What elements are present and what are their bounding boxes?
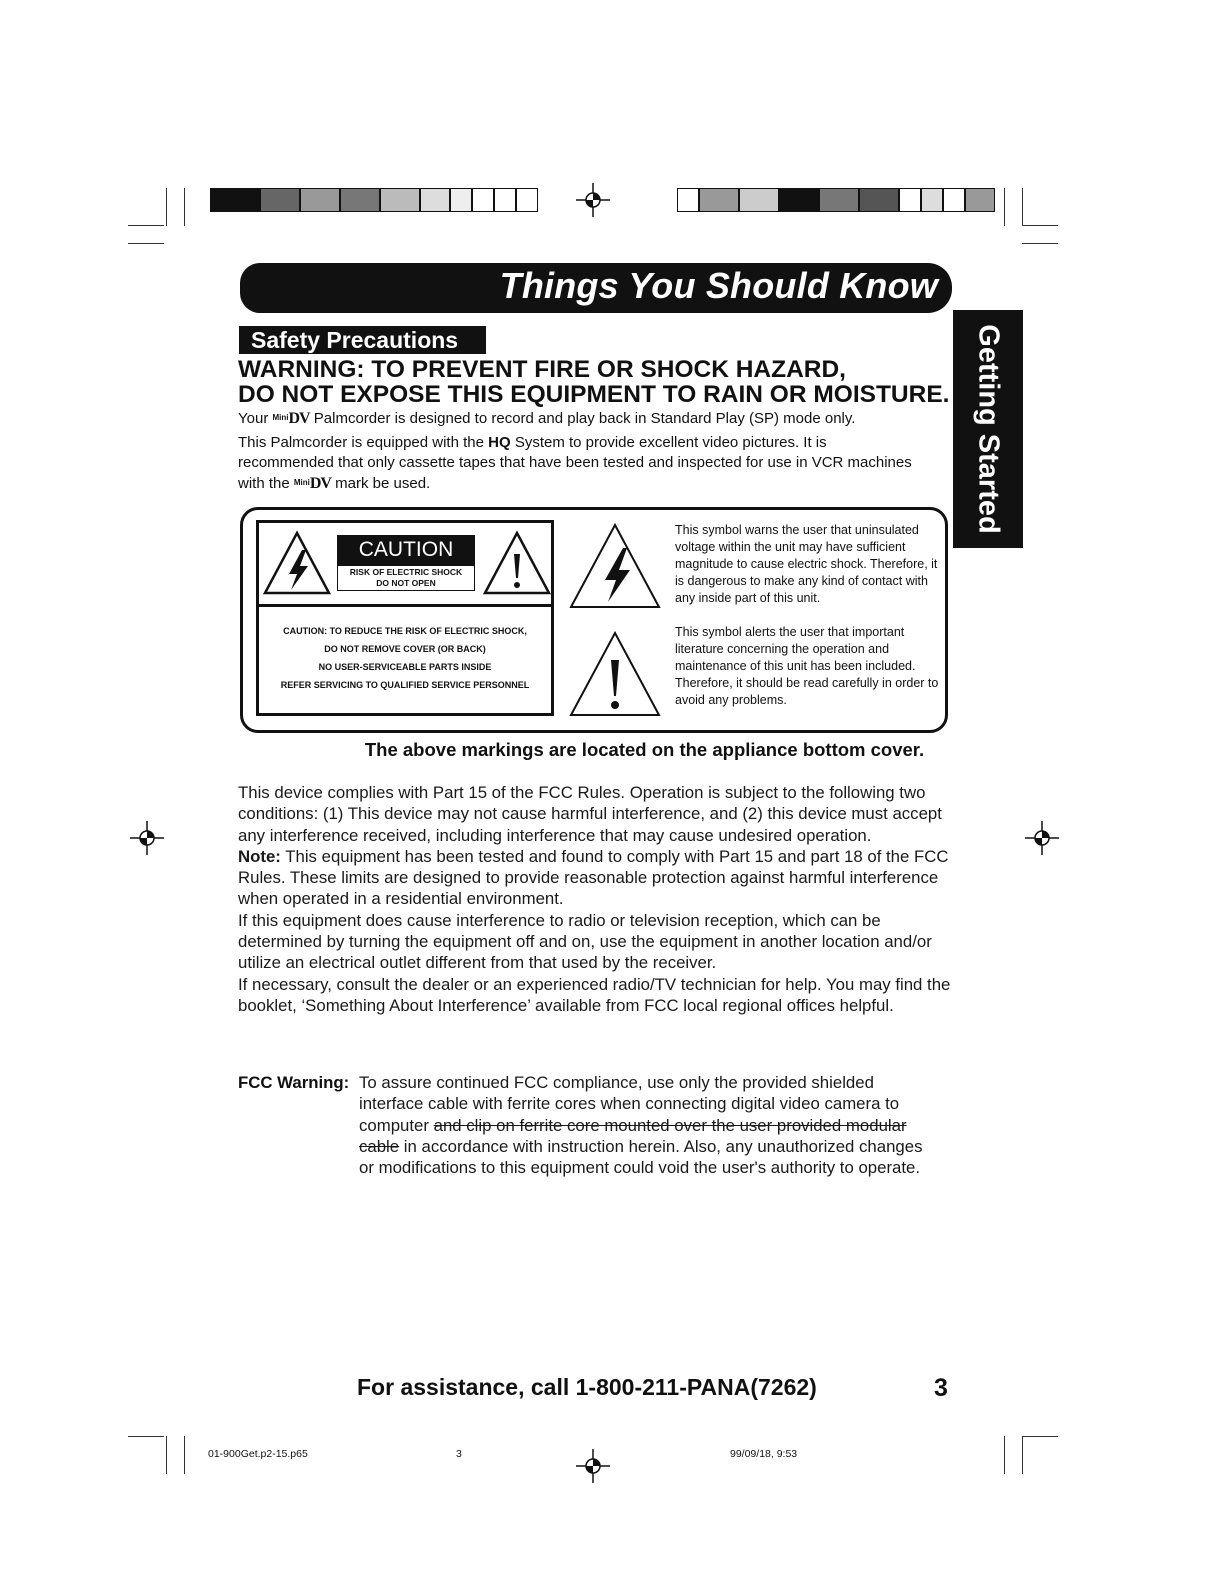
- registration-mark-icon: [130, 821, 164, 855]
- caution-instruction-line: DO NOT REMOVE COVER (OR BACK): [324, 644, 486, 654]
- exclamation-symbol-icon: [568, 630, 662, 718]
- risk-notice: RISK OF ELECTRIC SHOCK DO NOT OPEN: [337, 565, 475, 591]
- crop-mark: [1022, 225, 1058, 226]
- crop-mark: [128, 243, 164, 244]
- section-side-tab-label: Getting Started: [972, 324, 1005, 534]
- lightning-warning-icon: [262, 530, 332, 596]
- minidv-logo-dv: DV: [288, 410, 310, 427]
- exclamation-warning-icon: [482, 530, 552, 596]
- paragraph: This device complies with Part 15 of the FCC Rules. Operation is subject to the following two conditions: (1) This device may not cause harmful interference, and (2) this device must accept any interference received, including interference that may cause undesired operation.: [238, 783, 942, 845]
- caution-instruction-line: NO USER-SERVICEABLE PARTS INSIDE: [318, 662, 492, 672]
- minidv-logo-mini: Mini: [293, 478, 310, 487]
- color-bar-left: [210, 188, 538, 212]
- shock-symbol-description: This symbol warns the user that uninsulated voltage within the unit may have sufficient magnitude to cause electric shock. Therefore, it is dangerous to make any kind of contact with any inside part of this unit.: [675, 523, 938, 605]
- section-heading: Safety Precautions: [239, 326, 486, 354]
- hq-label: HQ: [488, 434, 511, 451]
- paragraph: If this equipment does cause interference to radio or television reception, which can be determined by turning the equipment off and on, use the equipment in another location and/or utilize an electrical outlet different from that used by the receiver.: [238, 910, 932, 973]
- fcc-warning-label: FCC Warning:: [238, 1073, 350, 1092]
- intro-paragraph-2: This Palmcorder is equipped with the HQ System to provide excellent video pictures. It is recommended that only cassette tapes that have been tested and inspected for use in VCR machines with the $^{Mini}$DV mark be used.: [238, 434, 912, 492]
- crop-mark: [184, 188, 185, 226]
- minidv-logo-dv: DV: [309, 475, 331, 492]
- markings-note: The above markings are located on the appliance bottom cover.: [364, 739, 925, 760]
- registration-mark-icon: [576, 1449, 610, 1483]
- crop-mark: [184, 1436, 185, 1474]
- fcc-warning-text: To assure continued FCC compliance, use only the provided shielded interface cable with ferrite cores when connecting digital video camera to computer and clip on ferrite core mounted over the user provided modular cable in accordance with instruction herein. Also, any unauthorized changes or modifications to this equipment could void the user's authority to operate.: [359, 1073, 923, 1178]
- note-label: Note:: [238, 846, 281, 866]
- crop-mark: [1004, 1436, 1005, 1474]
- print-timestamp: 99/09/18, 9:53: [730, 1448, 798, 1460]
- crop-mark: [1022, 188, 1023, 226]
- page-title-bar: [240, 263, 952, 313]
- page-title: Things You Should Know: [499, 265, 938, 306]
- paragraph: If necessary, consult the dealer or an experienced radio/TV technician for help. You may find the booklet, ‘Something About Interference’ available from FCC local regional offices helpful.: [238, 974, 951, 1015]
- fcc-compliance-text: [238, 782, 958, 1016]
- alert-symbol-description: This symbol alerts the user that important literature concerning the operation and maintenance of this unit has been included. Therefore, it should be read carefully in order to avoid any problems.: [675, 625, 939, 707]
- crop-mark: [128, 1436, 164, 1437]
- crop-mark: [1022, 1436, 1023, 1474]
- section-side-tab: [953, 310, 1023, 548]
- intro-paragraph-1: Your $^{Mini}$DV Palmcorder is designed to record and play back in Standard Play (SP) mode only.: [238, 410, 856, 427]
- crop-mark: [1022, 243, 1058, 244]
- crop-mark: [1004, 188, 1005, 226]
- paragraph: Note: This equipment has been tested and found to comply with Part 15 and part 18 of the FCC Rules. These limits are designed to provide reasonable protection against harmful interference when operated in a residential environment.: [238, 846, 949, 909]
- page-number: 3: [934, 1374, 948, 1402]
- caution-badge: CAUTION: [337, 535, 475, 565]
- registration-mark-icon: [1025, 821, 1059, 855]
- registration-mark-icon: [576, 183, 610, 217]
- caution-instructions: [258, 622, 552, 694]
- crop-mark: [128, 225, 164, 226]
- crop-mark: [166, 188, 167, 226]
- caution-instruction-line: REFER SERVICING TO QUALIFIED SERVICE PERSONNEL: [280, 680, 530, 690]
- caution-instruction-line: CAUTION: TO REDUCE THE RISK OF ELECTRIC SHOCK,: [283, 626, 527, 636]
- lightning-symbol-icon: [568, 522, 662, 610]
- color-bar-right: [677, 188, 995, 212]
- file-name: 01-900Get.p2-15.p65: [208, 1448, 308, 1460]
- crop-mark: [1022, 1436, 1058, 1437]
- warning-line-2: DO NOT EXPOSE THIS EQUIPMENT TO RAIN OR MOISTURE.: [238, 381, 950, 408]
- assistance-line: For assistance, call 1-800-211-PANA(7262): [357, 1374, 817, 1400]
- warning-line-1: WARNING: TO PREVENT FIRE OR SHOCK HAZARD,: [238, 356, 846, 383]
- crop-mark: [166, 1436, 167, 1474]
- file-page: 3: [456, 1448, 462, 1460]
- caution-label-divider: [256, 604, 554, 607]
- minidv-logo-mini: Mini: [272, 413, 289, 422]
- struck-text: and clip on ferrite core mounted over the user provided modular cable: [359, 1115, 907, 1156]
